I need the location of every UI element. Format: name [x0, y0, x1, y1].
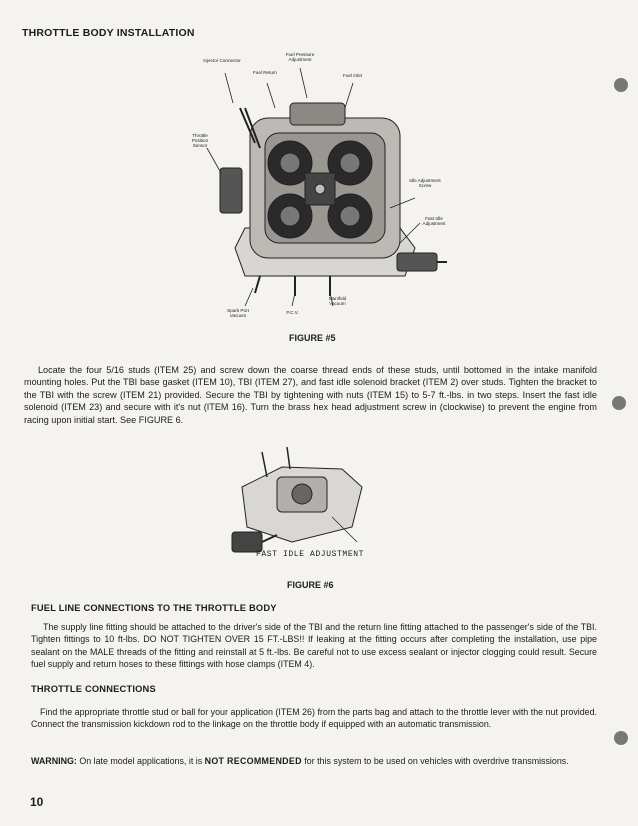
label-manifold-vacuum: Manifold Vacuum: [328, 296, 347, 306]
fuel-line-heading: FUEL LINE CONNECTIONS TO THE THROTTLE BODY: [31, 603, 277, 613]
throttle-connections-paragraph: Find the appropriate throttle stud or ball for your application (ITEM 26) from the parts bag and attach to the throttle lever with the nut provided. Connect the transmission kickdown rod to the linkage on the throttle body if equipped with an automatic transmission.: [31, 707, 597, 730]
page-title: THROTTLE BODY INSTALLATION: [22, 27, 195, 39]
figure-6-caption: FIGURE #6: [287, 580, 334, 590]
label-fast-idle: Fast Idle Adjustment: [422, 216, 446, 226]
warning-label: WARNING:: [31, 756, 77, 766]
warning-emphasis: NOT RECOMMENDED: [204, 756, 302, 766]
binder-hole-bottom: [614, 731, 628, 745]
label-throttle-sensor: Throttle Position Sensor: [191, 133, 209, 148]
throttle-connections-heading: THROTTLE CONNECTIONS: [31, 684, 156, 694]
label-fuel-inlet: Fuel Inlet: [343, 73, 362, 78]
binder-hole-middle: [612, 396, 626, 410]
figure-5-caption: FIGURE #5: [289, 333, 336, 343]
label-pcv: P.C.V.: [286, 310, 299, 315]
binder-hole-top: [614, 78, 628, 92]
label-fuel-pressure: Fuel Pressure Adjustment: [285, 52, 315, 62]
installation-paragraph: Locate the four 5/16 studs (ITEM 25) and screw down the coarse thread ends of these studs, until bottomed in the intake manifold mounting holes. Put the TBI base gasket (ITEM 10), TBI (ITEM 27), and fast idle solenoid bracket (ITEM 2) over studs. Tighten the bracket to the TBI with the screw (ITEM 21) provided. Secure the TBI by tightening with nuts (ITEM 15) to 5-7 ft.-lbs. in two steps. Insert the fast idle solenoid (ITEM 23) and secure with it's nut (ITEM 16). Turn the brass hex head adjustment screw in (clockwise) to prevent the engine from racing upon initial start. See FIGURE 6.: [24, 365, 597, 425]
label-fuel-return: Fuel Return: [252, 70, 277, 75]
throttle-body-illustration: [185, 48, 460, 330]
figure-6-label: FAST IDLE ADJUSTMENT: [256, 550, 365, 559]
figure-5-diagram: [185, 48, 460, 330]
warning-text-after: for this system to be used on vehicles with overdrive transmissions.: [301, 756, 569, 766]
page-number: 10: [30, 795, 44, 809]
warning-paragraph: [31, 755, 597, 767]
label-idle-screw: Idle Adjustment Screw: [409, 178, 441, 188]
label-spark-port: Spark Port Vacuum: [227, 308, 249, 318]
label-injector-connector: Injector Connector: [203, 58, 241, 63]
warning-text-before: On late model applications, it is: [76, 756, 205, 766]
fuel-line-paragraph: The supply line fitting should be attached to the driver's side of the TBI and the return line fitting attached to the passenger's side of the TBI. Tighten fittings to 10 ft-lbs. DO NOT TIGHTEN OVER 15 FT.-LBS!! If leaking at the fitting occurs after completing the installation, use pipe sealant on the MALE threads of the fitting and reinstall at 5 ft.-lbs. Be careful not to use excess sealant or injector clogging could result. Secure fuel supply and return hoses to these fittings with hose clamps (ITEM 4).: [31, 622, 597, 670]
